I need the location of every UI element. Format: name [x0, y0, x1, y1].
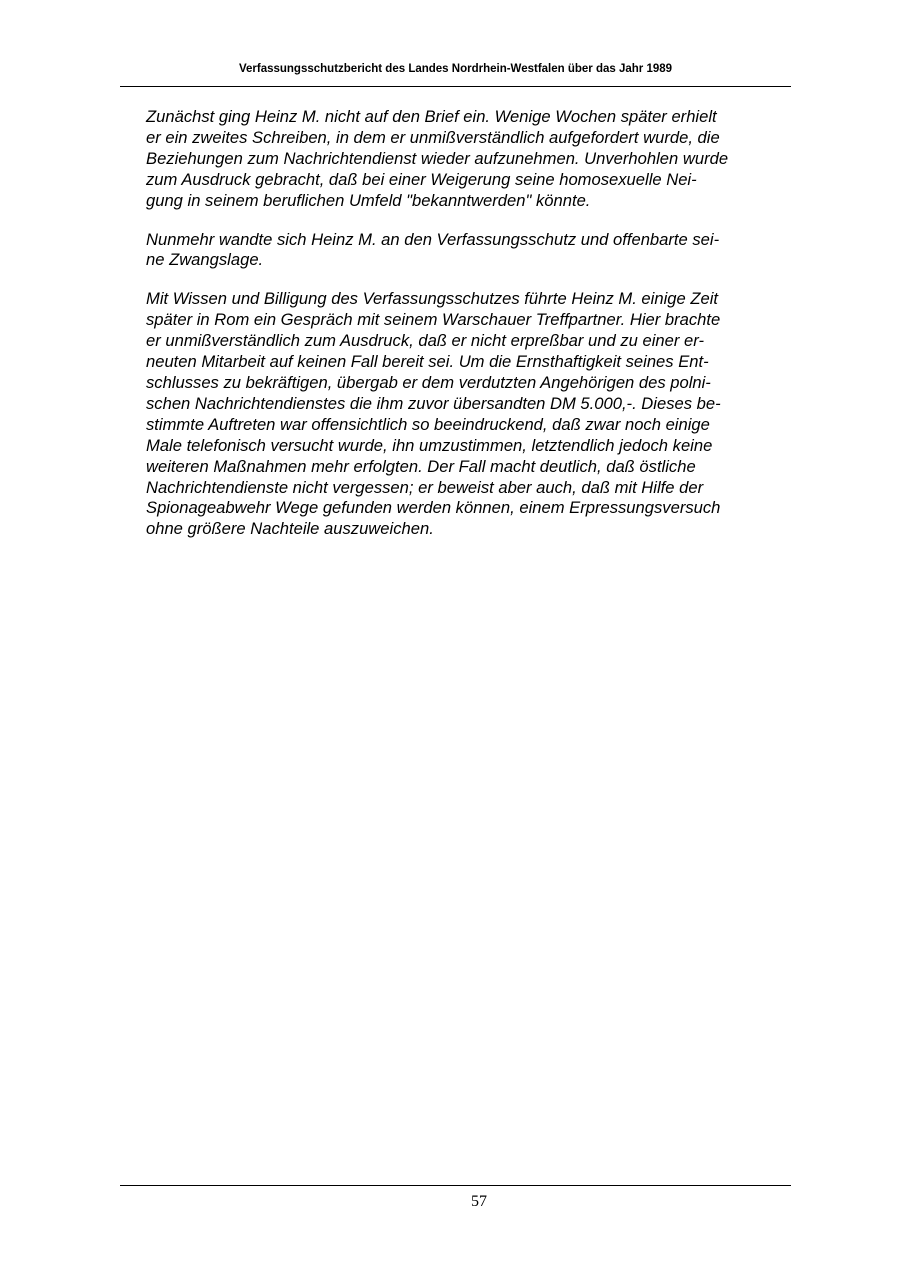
text-line: Beziehungen zum Nachrichtendienst wieder aufzunehmen. Unverhohlen wurde [146, 148, 729, 168]
text-line: Zunächst ging Heinz M. nicht auf den Brief ein. Wenige Wochen später erhielt [146, 107, 717, 126]
text-line: ne Zwangslage. [146, 250, 264, 270]
text-line: Mit Wissen und Billigung des Verfassungsschutzes führte Heinz M. einige Zeit [146, 289, 718, 309]
body-text [146, 107, 786, 558]
text-line: Male telefonisch versucht wurde, ihn umzustimmen, letztendlich jedoch keine [146, 435, 713, 455]
text-line: zum Ausdruck gebracht, daß bei einer Weigerung seine homosexuelle Nei- [146, 169, 697, 189]
text-line: Nachrichtendienste nicht vergessen; er beweist aber auch, daß mit Hilfe der [146, 477, 704, 497]
text-line: ohne größere Nachteile auszuweichen. [146, 519, 434, 539]
paragraph-3 [146, 289, 786, 540]
text-line: Nunmehr wandte sich Heinz M. an den Verfassungsschutz und offenbarte sei- [146, 229, 720, 249]
text-line: er ein zweites Schreiben, in dem er unmißverständlich aufgefordert wurde, die [146, 127, 720, 147]
text-line: stimmte Auftreten war offensichtlich so beeindruckend, daß zwar noch einige [146, 414, 710, 434]
text-line: neuten Mitarbeit auf keinen Fall bereit sei. Um die Ernsthaftigkeit seines Ent- [146, 352, 709, 372]
footer-divider [120, 1185, 791, 1186]
header-divider [120, 86, 791, 87]
text-line: schlusses zu bekräftigen, übergab er dem verdutzten Angehörigen des polni- [146, 372, 711, 392]
page-header: Verfassungsschutzbericht des Landes Nordrhein-Westfalen über das Jahr 1989 [238, 63, 673, 75]
text-line: Spionageabwehr Wege gefunden werden können, einem Erpressungsversuch [146, 498, 721, 518]
text-line: gung in seinem beruflichen Umfeld "bekanntwerden" könnte. [146, 190, 591, 210]
paragraph-2 [146, 230, 786, 272]
text-line: er unmißverständlich zum Ausdruck, daß er nicht erpreßbar und zu einer er- [146, 331, 704, 351]
paragraph-1 [146, 107, 786, 212]
text-line: später in Rom ein Gespräch mit seinem Warschauer Treffpartner. Hier brachte [146, 310, 721, 330]
page-number: 57 [471, 1193, 487, 1210]
text-line: schen Nachrichtendienstes die ihm zuvor übersandten DM 5.000,-. Dieses be- [146, 393, 721, 413]
text-line: weiteren Maßnahmen mehr erfolgten. Der Fall macht deutlich, daß östliche [146, 456, 696, 476]
